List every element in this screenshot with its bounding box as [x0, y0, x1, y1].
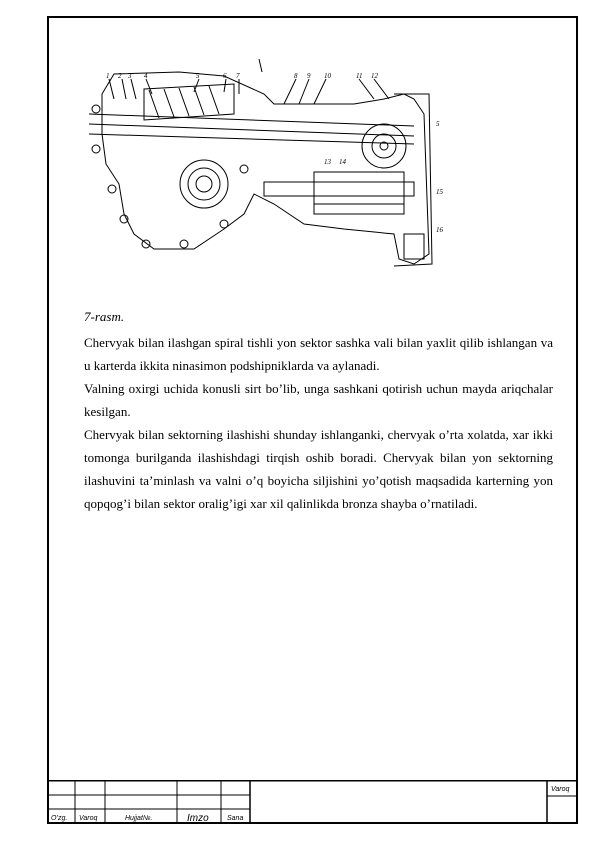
fig-label: 14: [339, 158, 346, 166]
fig-label: 6: [223, 72, 227, 80]
fig-label: 10: [324, 72, 331, 80]
fig-label: 16: [436, 226, 443, 234]
fig-label: 1: [106, 72, 110, 80]
fig-label: 2: [118, 72, 122, 80]
paragraph: Chervyak bilan ilashgan spiral tishli yon sektor sashka vali bilan yaxlit qilib ishlangan va u karterda ikkita ninasimon podshipniklarda va aylanadi.: [84, 335, 553, 373]
fig-label: 9: [307, 72, 311, 80]
fig-label: 12: [371, 72, 378, 80]
paragraph: Chervyak bilan sektorning ilashishi shunday ishlanganki, chervyak o’rta xolatda, xar ikki tomonga burilganda ilashishdagi tirqish oshib boradi. Chervyak bilan yon sektorning ilashuvini ta’minlash va valni o’q boyicha siljishini yo’qotish maqsadida karterning yon qopqog’i bilan sektor oralig’igi xar xil qalinlikda bronza shayba o’rnatiladi.: [84, 427, 553, 511]
fig-label: 15: [436, 188, 443, 196]
figure-caption: 7-rasm.: [84, 309, 125, 324]
fig-label: 4: [144, 72, 148, 80]
stamp-col-change: O’zg.: [51, 815, 68, 822]
fig-label: 5: [436, 120, 440, 128]
stamp-col-doc-number: Hujjat№.: [125, 815, 153, 822]
fig-label: 8: [294, 72, 298, 80]
stamp-col-signature: Imzo: [187, 813, 209, 824]
stamp-col-date: Sana: [227, 815, 244, 822]
steering-gear-drawing: [84, 54, 444, 286]
fig-label: 11: [356, 72, 363, 80]
body-text: [84, 331, 553, 515]
paragraph: Valning oxirgi uchida konusli sirt bo’lib, unga sashkani qotirish uchun mayda ariqchalar kesilgan.: [84, 381, 553, 419]
stamp-col-sheet: Varoq: [79, 815, 98, 822]
stamp-sheet-label: Varoq: [551, 786, 570, 793]
fig-label: 13: [324, 158, 331, 166]
fig-label: 7: [236, 72, 240, 80]
title-block: [47, 780, 578, 824]
fig-label: 3: [128, 72, 132, 80]
fig-label: 5: [196, 72, 200, 80]
